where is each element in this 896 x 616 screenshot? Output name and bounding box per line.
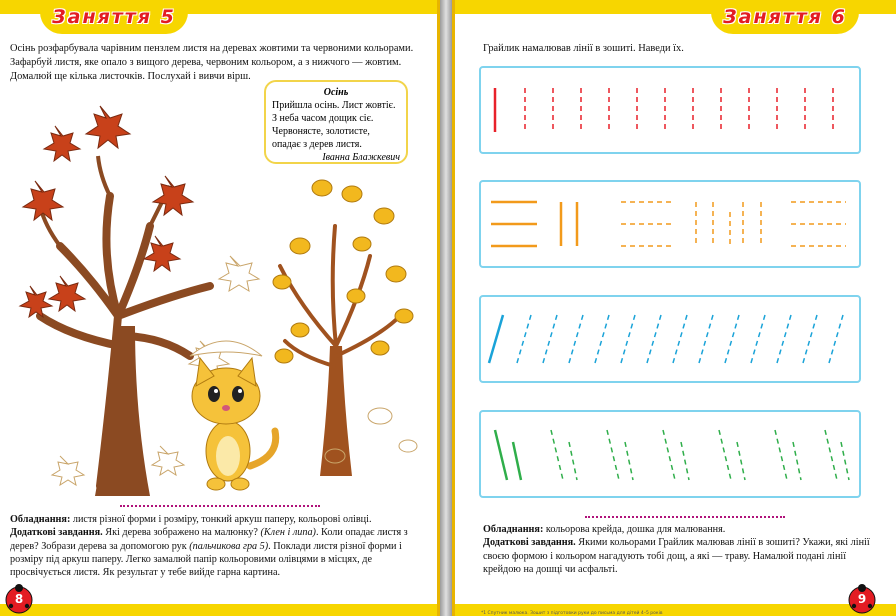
grass-lines-pattern [481, 412, 859, 496]
page-number-badge [4, 584, 34, 614]
equipment-label: Обладнання: [483, 524, 544, 535]
tracing-box-horizontal-lines [479, 180, 861, 268]
poem-line: Червонясте, золотисте, [272, 126, 370, 137]
intro-text: Грайлик намалював лінії в зошиті. Наведи їх. [483, 43, 684, 54]
poem-title: Осінь [323, 87, 349, 98]
dotted-divider [585, 516, 785, 518]
extra-tasks-italic: (пальчикова гра 5) [189, 540, 269, 552]
gutter [440, 0, 452, 616]
page-number: 9 [857, 592, 867, 606]
lesson-title-tab [40, 0, 188, 34]
dotted-divider [120, 505, 320, 507]
extra-tasks-text: . Поклади листя різної форми і розміру під аркуш паперу. Легко замалюй папір кольоровими олівцями в місцях, де просвічується листя. Як результат у тебе вийде гарна картина. [10, 540, 402, 579]
tracing-box-vertical-lines [479, 66, 861, 154]
horizontal-lines-pattern [481, 182, 859, 266]
notes-block [10, 513, 422, 579]
bottom-bar [0, 604, 437, 616]
lesson-title: Заняття 6 [723, 6, 847, 28]
poem-box [264, 80, 408, 164]
page-number: 8 [14, 592, 24, 606]
tracing-box-slanted-lines [479, 295, 861, 383]
extra-tasks-text: Якими кольорами Грайлик малював лінії в зошиті? Укажи, які лінії своєю формою і кольором нагадують тобі дощ, а які — траву. Намалюй подані лінії крейдою на дошці чи асфальті. [483, 537, 870, 575]
extra-tasks-italic: (Клен і липа) [260, 527, 316, 539]
poem-line: опадає з дерев листя. [272, 139, 362, 150]
lesson-title: Заняття 5 [52, 6, 176, 28]
intro-text: Осінь розфарбувала чарівним пензлем листя на деревах жовтими та червоними кольорами. Зафарбуй листя, яке опало з вищого дерева, червоним кольором, а з нижчого — жовтим. Домалюй ще кілька листочків. Послухай і вивчи вірш. [10, 43, 414, 82]
equipment-text: кольорова крейда, дошка для малювання. [543, 524, 726, 535]
poem-line: Прийшла осінь. Лист жовтіє. [272, 100, 396, 111]
extra-tasks-text: Які дерева зображено на малюнку? [102, 527, 261, 539]
page-number-badge [847, 584, 877, 614]
kitten [190, 341, 276, 490]
poem-line: З неба часом дощик сіє. [272, 113, 374, 124]
maple-tree [40, 156, 210, 496]
extra-tasks-label: Додаткові завдання. [10, 527, 103, 539]
lesson-title-tab [711, 0, 859, 34]
extra-tasks-label: Додаткові завдання. [483, 537, 576, 549]
slanted-lines-pattern [481, 297, 859, 381]
tracing-box-grass-lines [479, 410, 861, 498]
poem-author: Іванна Блажкевич [322, 152, 400, 163]
footnote: *1 Спутник малюка. Зошит з підготовки руки до письма для дітей 4–5 років [481, 611, 663, 616]
equipment-text: листя різної форми і розміру, тонкий аркуш паперу, кольорові олівці. [70, 514, 372, 525]
equipment-label: Обладнання: [10, 514, 71, 525]
extra-tasks-text: . Коли опадає листя з дерев? Зобрази дерева за допомогою рук [10, 527, 408, 552]
vertical-lines-pattern [481, 68, 859, 152]
left-page [0, 0, 440, 616]
right-page [452, 0, 896, 616]
notes-block [483, 523, 883, 576]
